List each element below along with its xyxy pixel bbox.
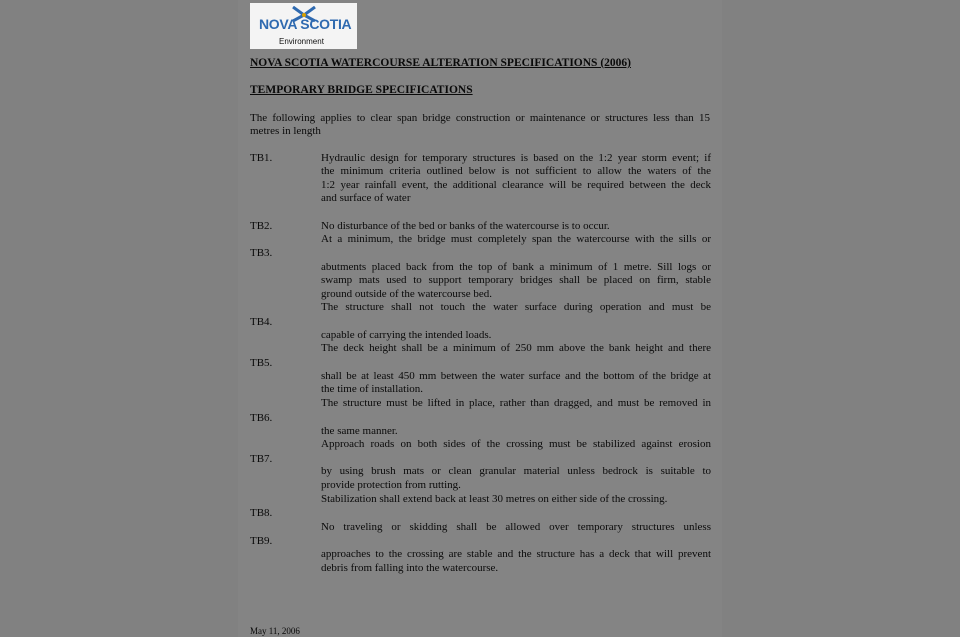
spec-line: debris from falling into the watercourse.: [321, 562, 499, 574]
spec-line: Hydraulic design for temporary structures is based on the 1:2 year storm event; if: [321, 152, 711, 164]
spec-line: 1:2 year rainfall event, the additional clearance will be required between the deck: [321, 179, 711, 191]
spec-line: shall be at least 450 mm between the water surface and the bottom of the bridge at: [321, 370, 711, 382]
spec-line: Stabilization shall extend back at least 30 metres on either side of the crossing.: [321, 493, 668, 505]
intro-line-1: The following applies to clear span bridge construction or maintenance or structures less than 15: [250, 112, 710, 124]
logo-brand-text: NOVA SCOTIA: [259, 16, 352, 32]
document-title: NOVA SCOTIA WATERCOURSE ALTERATION SPECIFICATIONS (2006): [250, 57, 631, 69]
footer-date: May 11, 2006: [250, 626, 300, 636]
spec-line: No disturbance of the bed or banks of the watercourse is to occur.: [321, 220, 610, 232]
spec-line: and surface of water: [321, 192, 411, 204]
spec-line: The structure must be lifted in place, rather than dragged, and must be removed in: [321, 397, 711, 409]
spec-label-tb3: TB3.: [250, 247, 273, 259]
spec-line: approaches to the crossing are stable and the structure has a deck that will prevent: [321, 548, 711, 560]
spec-line: the minimum criteria outlined below is not sufficient to allow the waters of the: [321, 165, 711, 177]
spec-line: the same manner.: [321, 425, 398, 437]
spec-line: the time of installation.: [321, 383, 424, 395]
spec-label-tb7: TB7.: [250, 453, 273, 465]
section-heading: TEMPORARY BRIDGE SPECIFICATIONS: [250, 84, 473, 96]
spec-line: capable of carrying the intended loads.: [321, 329, 492, 341]
spec-label-tb4: TB4.: [250, 316, 273, 328]
spec-line: ground outside of the watercourse bed.: [321, 288, 493, 300]
spec-line: At a minimum, the bridge must completely span the watercourse with the sills or: [321, 233, 711, 245]
logo-sub-text: Environment: [279, 37, 324, 46]
spec-label-tb5: TB5.: [250, 357, 273, 369]
spec-line: The deck height shall be a minimum of 250 mm above the bank height and there: [321, 342, 711, 354]
spec-label-tb6: TB6.: [250, 412, 273, 424]
spec-line: swamp mats used to support temporary bridges shall be placed on firm, stable: [321, 274, 711, 286]
spec-label-tb9: TB9.: [250, 535, 273, 547]
spec-line: provide protection from rutting.: [321, 479, 461, 491]
spec-label-tb2: TB2.: [250, 220, 273, 232]
intro-line-2: metres in length: [250, 125, 321, 137]
spec-line: Approach roads on both sides of the crossing must be stabilized against erosion: [321, 438, 711, 450]
spec-line: abutments placed back from the top of bank a minimum of 1 metre. Sill logs or: [321, 261, 711, 273]
spec-line: No traveling or skidding shall be allowed over temporary structures unless: [321, 521, 711, 533]
spec-label-tb8: TB8.: [250, 507, 273, 519]
spec-label-tb1: TB1.: [250, 152, 273, 164]
spec-line: by using brush mats or clean granular material unless bedrock is suitable to: [321, 465, 711, 477]
spec-line: The structure shall not touch the water surface during operation and must be: [321, 301, 711, 313]
nova-scotia-environment-logo: [250, 3, 357, 49]
